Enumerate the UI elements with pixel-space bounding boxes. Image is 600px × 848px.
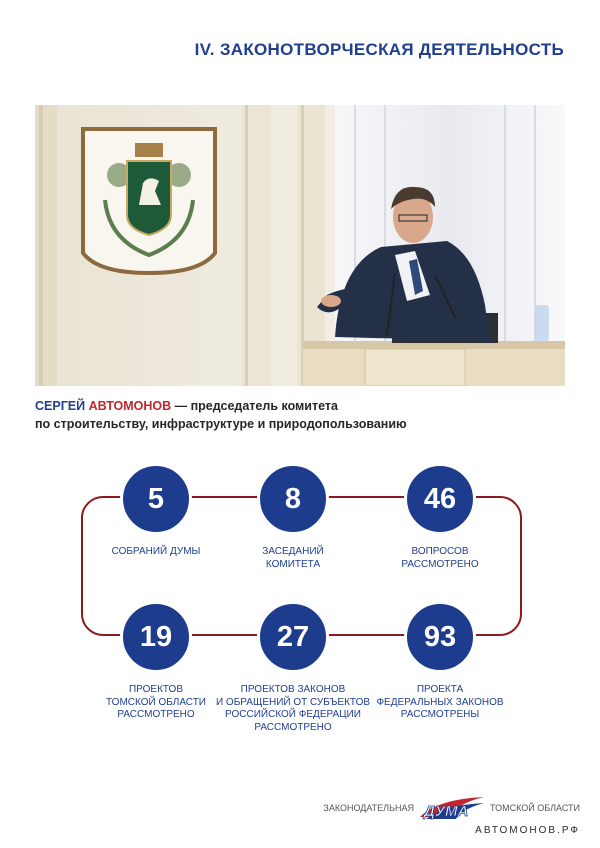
- stat-label: ПРОЕКТА ФЕДЕРАЛЬНЫХ ЗАКОНОВ РАССМОТРЕНЫ: [376, 684, 504, 720]
- stat-value: 19: [120, 601, 192, 673]
- speaker-caption: [35, 397, 407, 433]
- stat-item: [213, 463, 373, 571]
- stat-item: [360, 601, 520, 722]
- stat-label: ПРОЕКТОВ ТОМСКОЙ ОБЛАСТИ РАССМОТРЕНО: [106, 684, 206, 720]
- speaker-at-podium-photo: [35, 105, 565, 386]
- stat-value: 46: [404, 463, 476, 535]
- caption-line-2: по строительству, инфраструктуре и природопользованию: [35, 417, 407, 431]
- speaker-photo: [35, 105, 565, 386]
- duma-logo-icon: [418, 795, 486, 821]
- stat-value: 5: [120, 463, 192, 535]
- stat-item: [203, 601, 383, 734]
- stat-label: СОБРАНИЙ ДУМЫ: [111, 546, 201, 557]
- stat-label: ЗАСЕДАНИЙ КОМИТЕТА: [262, 546, 324, 570]
- footer-site[interactable]: АВТОМОНОВ.РФ: [475, 825, 580, 836]
- speaker-last-name: АВТОМОНОВ: [88, 399, 172, 413]
- stat-value: 27: [257, 601, 329, 673]
- footer-organization: [323, 795, 580, 821]
- stat-label: ПРОЕКТОВ ЗАКОНОВ И ОБРАЩЕНИЙ ОТ СУБЪЕКТОВ РОССИЙСКОЙ ФЕДЕРАЦИИ РАССМОТРЕНО: [215, 684, 371, 733]
- stat-item: [360, 463, 520, 571]
- footer-right-text: ТОМСКОЙ ОБЛАСТИ: [490, 803, 580, 813]
- coat-of-arms-icon: [83, 129, 215, 273]
- speaker-role: — председатель комитета: [174, 399, 338, 413]
- stat-label: ВОПРОСОВ РАССМОТРЕНО: [401, 546, 479, 570]
- speaker-first-name: СЕРГЕЙ: [35, 399, 86, 413]
- caption-line-1: [35, 397, 407, 415]
- footer-left-text: ЗАКОНОДАТЕЛЬНАЯ: [323, 803, 414, 813]
- stat-value: 8: [257, 463, 329, 535]
- stat-value: 93: [404, 601, 476, 673]
- svg-text:Дума: Дума: [424, 803, 469, 820]
- stat-item: [76, 463, 236, 559]
- footer: [323, 795, 580, 836]
- duma-logo: [418, 795, 486, 821]
- page-title: IV. ЗАКОНОТВОРЧЕСКАЯ ДЕЯТЕЛЬНОСТЬ: [194, 40, 564, 59]
